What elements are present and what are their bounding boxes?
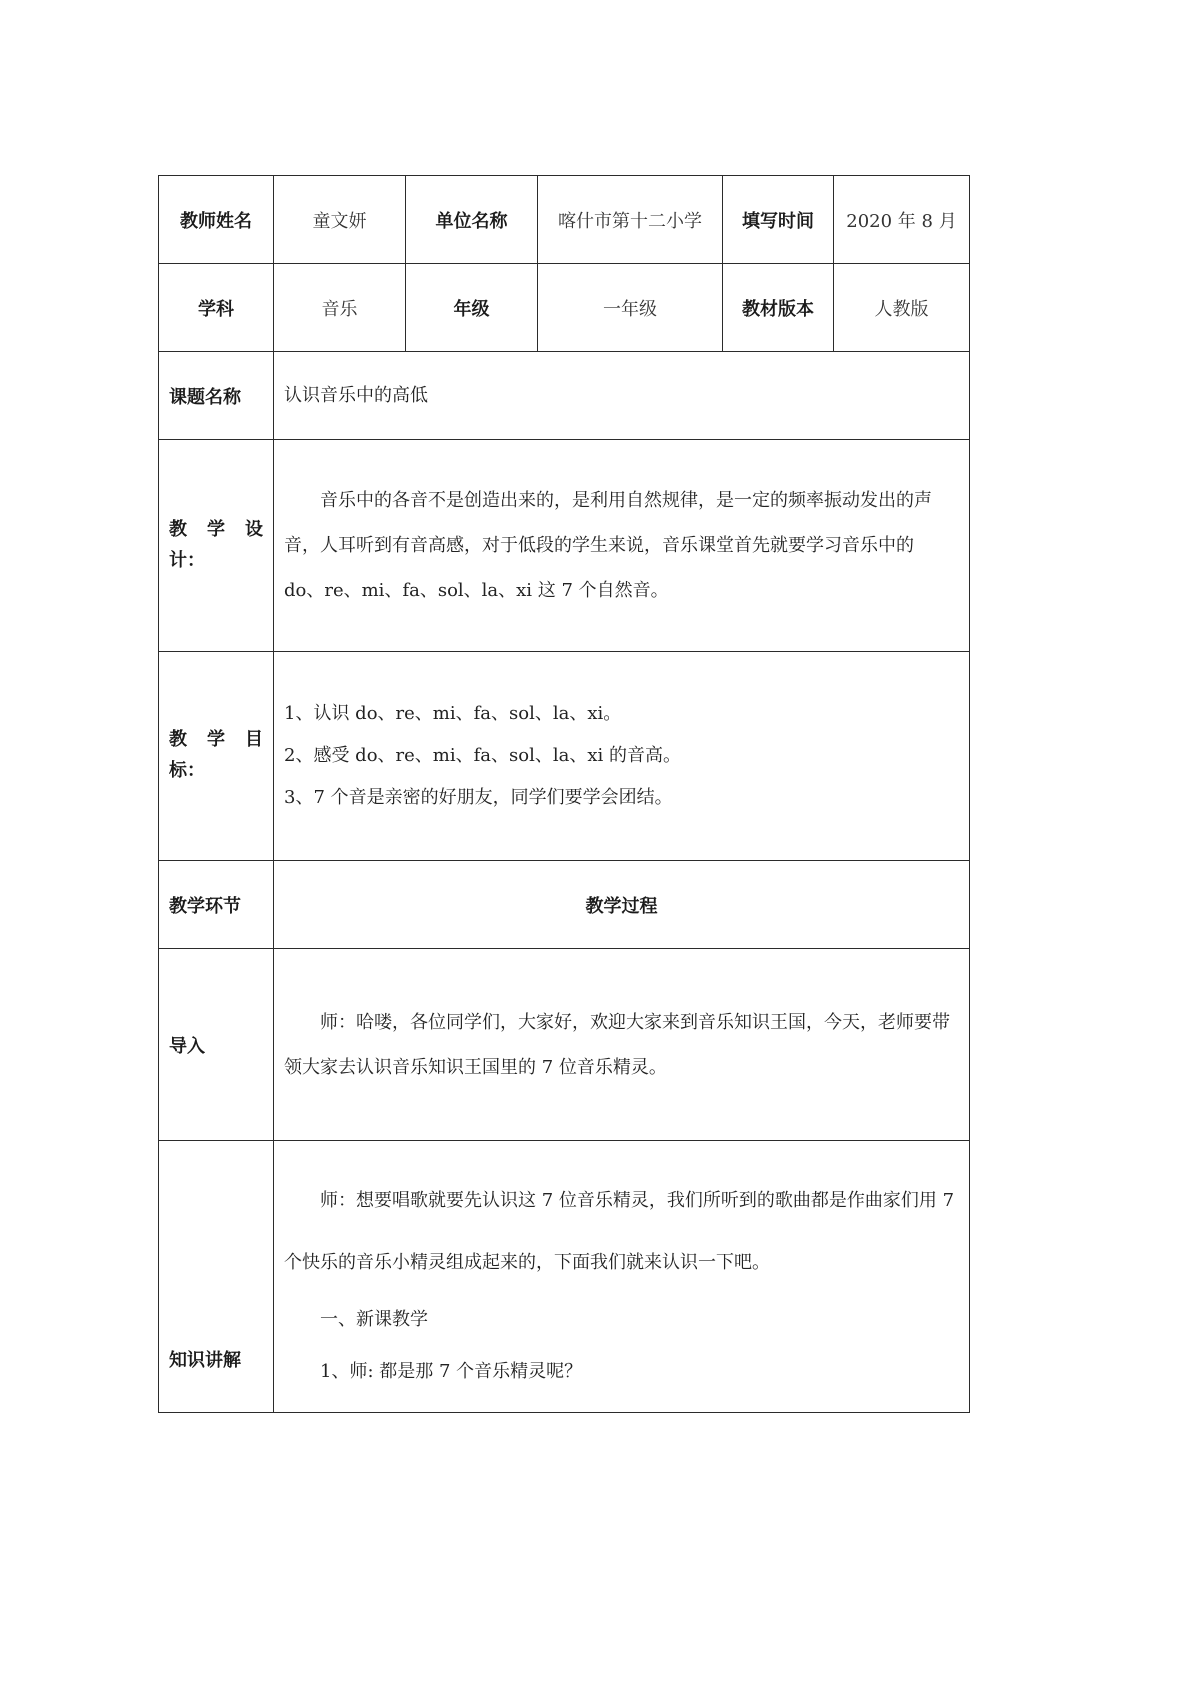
goal-item-2: 2、感受 do、re、mi、fa、sol、la、xi 的音高。 [284,745,681,766]
unit-name-label: 单位名称 [406,176,538,264]
intro-text: 师：哈喽，各位同学们，大家好，欢迎大家来到音乐知识王国，今天，老师要带领大家去认识音乐知识王国里的 7 位音乐精灵。 [284,1011,950,1078]
goals-label-char-2: 学 [207,729,225,751]
topic-row [159,352,970,440]
knowledge-para-2: 一、新课教学 [320,1309,428,1330]
process-label: 教学过程 [274,861,970,949]
design-label-char-3: 设 [245,518,263,540]
header-row-1 [159,176,970,264]
subject-label: 学科 [159,264,274,352]
design-label [159,440,274,652]
goals-label-tail: 标： [169,760,205,781]
knowledge-para-1: 师：想要唱歌就要先认识这 7 位音乐精灵，我们所听到的歌曲都是作曲家们用 7 个快乐的音乐小精灵组成起来的，下面我们就来认识一下吧。 [284,1190,955,1273]
design-label-tail: 计： [169,549,205,571]
intro-row [159,949,970,1141]
goal-item-3: 3、7 个音是亲密的好朋友，同学们要学会团结。 [284,787,673,808]
topic-label: 课题名称 [159,352,274,440]
goals-row [159,652,970,861]
intro-content [274,949,970,1141]
goals-label [159,652,274,861]
knowledge-para-3: 1、师: 都是那 7 个音乐精灵呢？ [320,1361,583,1382]
grade-value: 一年级 [538,264,723,352]
knowledge-label: 知识讲解 [159,1141,274,1413]
topic-value: 认识音乐中的高低 [274,352,970,440]
design-row [159,440,970,652]
design-text: 音乐中的各音不是创造出来的，是利用自然规律，是一定的频率振动发出的声音，人耳听到有音高感，对于低段的学生来说，音乐课堂首先就要学习音乐中的 do、re、mi、fa、sol、la、xi 这 7 个自然音。 [284,490,932,601]
intro-label: 导入 [159,949,274,1141]
knowledge-content [274,1141,970,1413]
goals-content [274,652,970,861]
process-header-row [159,861,970,949]
lesson-plan-table [158,175,970,1413]
teacher-name-value: 童文妍 [274,176,406,264]
edition-label: 教材版本 [723,264,834,352]
fill-date-label: 填写时间 [723,176,834,264]
unit-name-value: 喀什市第十二小学 [538,176,723,264]
header-row-2 [159,264,970,352]
goals-label-char-1: 教 [169,729,187,751]
subject-value: 音乐 [274,264,406,352]
fill-date-value: 2020 年 8 月 [834,176,970,264]
goals-label-char-3: 目 [245,729,263,751]
edition-value: 人教版 [834,264,970,352]
design-label-char-2: 学 [207,518,225,540]
grade-label: 年级 [406,264,538,352]
design-content [274,440,970,652]
stage-label: 教学环节 [159,861,274,949]
goal-item-1: 1、认识 do、re、mi、fa、sol、la、xi。 [284,703,622,724]
knowledge-row [159,1141,970,1413]
design-label-char-1: 教 [169,518,187,540]
teacher-name-label: 教师姓名 [159,176,274,264]
